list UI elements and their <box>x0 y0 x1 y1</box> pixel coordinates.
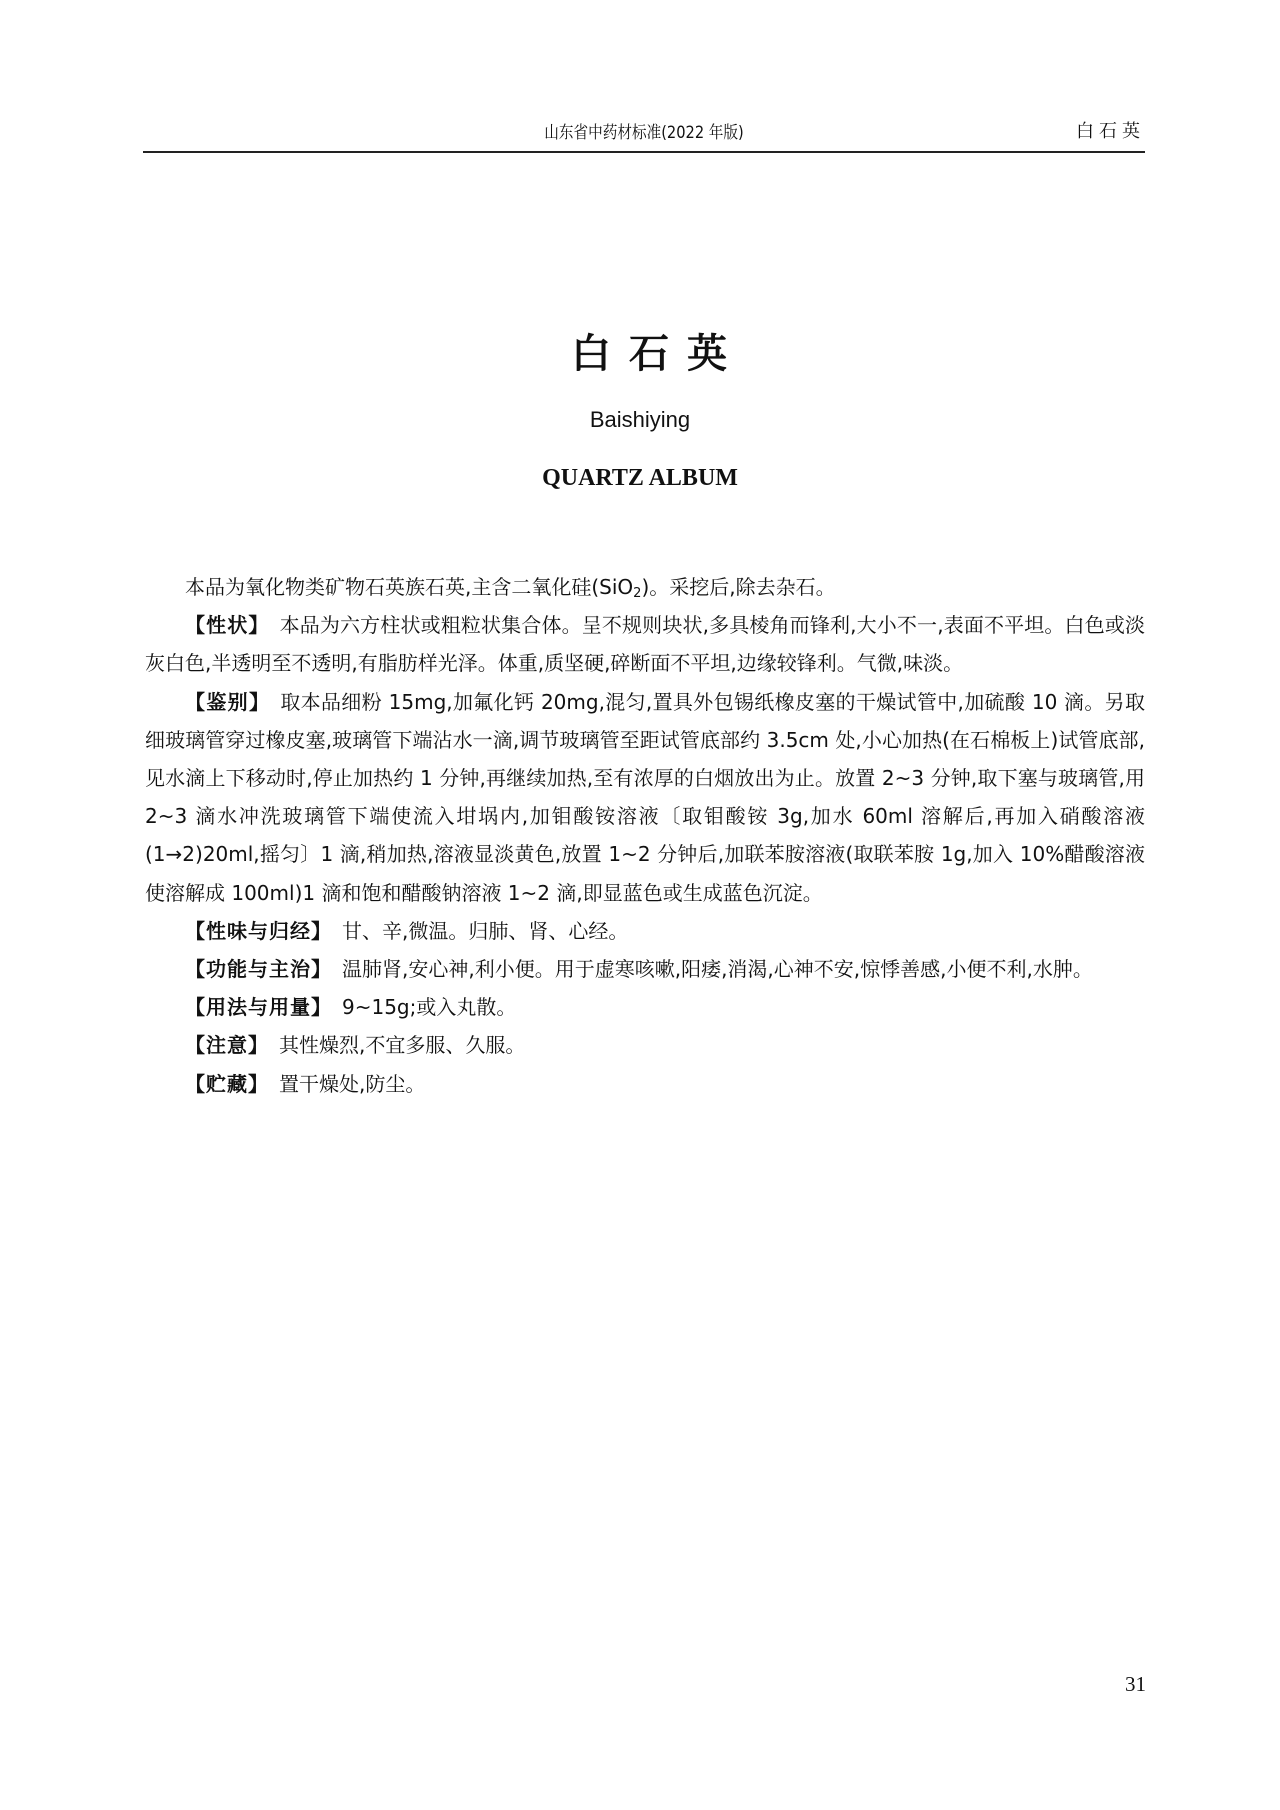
section-identification <box>145 683 1145 912</box>
entry-title-pinyin: Baishiying <box>589 407 691 432</box>
section-label: 【性味与归经】 <box>185 918 332 943</box>
section-label: 【功能与主治】 <box>185 957 332 982</box>
page-number: 31 <box>1125 1672 1146 1696</box>
section-label: 【鉴别】 <box>185 689 271 714</box>
intro-text-after: )。采挖后,除去杂石。 <box>641 575 836 599</box>
section-text: 甘、辛,微温。归肺、肾、心经。 <box>342 918 629 943</box>
monograph-body <box>145 568 1145 1103</box>
section-label: 【性状】 <box>185 613 270 638</box>
section-text: 取本品细粉 15mg,加氟化钙 20mg,混匀,置具外包锡纸橡皮塞的干燥试管中,加硫酸 10 滴。另取细玻璃管穿过橡皮塞,玻璃管下端沾水一滴,调节玻璃管至距试管底部约 3.5cm 处,小心加热(在石棉板上)试管底部,见水滴上下移动时,停止加热约 1 分钟,再继续加热,至有浓厚的白烟放出为止。放置 2~3 分钟,取下塞与玻璃管,用 2~3 滴水冲洗玻璃管下端使流入坩埚内,加钼酸铵溶液〔取钼酸铵 3g,加水 60ml 溶解后,再加入硝酸溶液(1→2)20ml,摇匀〕1 滴,稍加热,溶液显淡黄色,放置 1~2 分钟后,加联苯胺溶液(取联苯胺 1g,加入 10%醋酸溶液使溶解成 100ml)1 滴和饱和醋酸钠溶液 1~2 滴,即显蓝色或生成蓝色沉淀。 <box>145 689 1145 905</box>
entry-title-chinese: 白石英 <box>571 331 745 377</box>
section-label: 【贮藏】 <box>185 1071 269 1096</box>
formula-subscript: 2 <box>633 586 642 601</box>
section-text: 本品为六方柱状或粗粒状集合体。呈不规则块状,多具棱角而锋利,大小不一,表面不平坦。白色或淡灰白色,半透明至不透明,有脂肪样光泽。体重,质坚硬,碎断面不平坦,边缘较锋利。气微,味淡。 <box>145 613 1145 676</box>
running-head-entry-name: 白石英 <box>1076 121 1145 142</box>
section-usage-dosage <box>145 988 1145 1026</box>
section-text: 置干燥处,防尘。 <box>279 1071 426 1096</box>
section-label: 【注意】 <box>185 1033 269 1058</box>
header-rule <box>143 151 1145 153</box>
section-description <box>145 606 1145 682</box>
section-storage <box>145 1065 1145 1103</box>
section-label: 【用法与用量】 <box>185 995 332 1020</box>
section-nature-meridian <box>145 912 1145 950</box>
running-head-book-title: 山东省中药材标准(2022 年版) <box>544 123 744 143</box>
running-head <box>143 114 1145 144</box>
section-text: 其性燥烈,不宜多服、久服。 <box>279 1033 526 1058</box>
intro-paragraph <box>145 568 1145 606</box>
section-text: 9~15g;或入丸散。 <box>342 995 517 1020</box>
section-functions-indications <box>145 950 1145 988</box>
section-precautions <box>145 1026 1145 1064</box>
section-text: 温肺肾,安心神,利小便。用于虚寒咳嗽,阳痿,消渴,心神不安,惊悸善感,小便不利,水肿。 <box>342 957 1093 982</box>
entry-title-latin: QUARTZ ALBUM <box>542 465 738 491</box>
intro-text-before: 本品为氧化物类矿物石英族石英,主含二氧化硅(SiO <box>185 575 634 599</box>
